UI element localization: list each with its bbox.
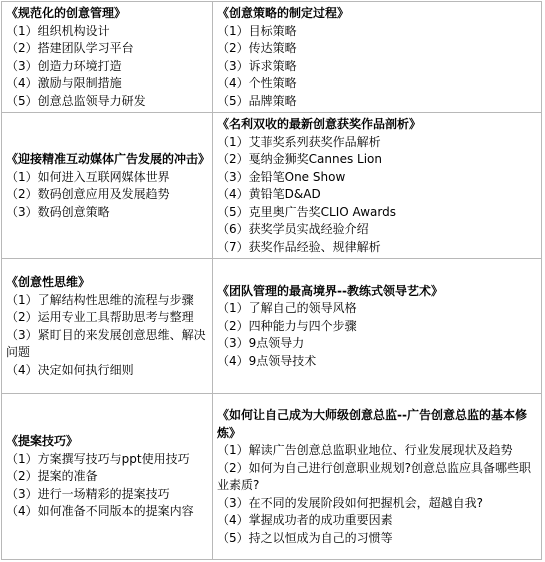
course-topic: （5）克里奥广告奖CLIO Awards: [217, 204, 396, 219]
course-topic: （1）目标策略: [217, 23, 297, 38]
course-title: 《如何让自己成为大师级创意总监--广告创意总监的基本修炼》: [217, 408, 527, 440]
course-topic: （3）紧盯目的来发展创意思维、解决问题: [6, 327, 206, 359]
course-cell: [2, 394, 213, 560]
table-row: [2, 2, 542, 113]
course-topic: （2）提案的准备: [6, 469, 98, 484]
course-topic: （2）如何为自己进行创意职业规划?创意总监应具备哪些职业素质?: [217, 460, 532, 492]
course-topic: （4）掌握成功者的成功重要因素: [217, 513, 393, 527]
course-title: 《创意性思维》: [6, 275, 91, 289]
course-topic: （2）运用专业工具帮助思考与整理: [6, 310, 194, 324]
course-topic: （7）获奖作品经验、规律解析: [217, 239, 381, 254]
course-topic: （1）如何进入互联网媒体世界: [6, 169, 170, 184]
course-topic: （3）数码创意策略: [6, 204, 110, 219]
course-topic: （3）诉求策略: [217, 58, 297, 73]
course-topic: （1）艾菲奖系列获奖作品解析: [217, 134, 381, 149]
course-topic: （3）进行一场精彩的提案技巧: [6, 486, 170, 501]
course-cell: [2, 2, 213, 113]
course-topic: （4）个性策略: [217, 76, 297, 90]
course-topic: （1）解读广告创意总监职业地位、行业发展现状及趋势: [217, 443, 513, 457]
course-title: 《提案技巧》: [6, 434, 79, 449]
course-title: 《迎接精准互动媒体广告发展的冲击》: [6, 152, 211, 166]
table-row: [2, 259, 542, 394]
course-topic: （5）品牌策略: [217, 93, 297, 108]
course-topic: （1）了解自己的领导风格: [217, 301, 357, 316]
course-cell: [2, 113, 213, 259]
course-cell: [213, 2, 542, 113]
course-topic: （5）创意总监领导力研发: [6, 93, 146, 108]
course-topic: （4）黄铅笔D&AD: [217, 187, 321, 201]
course-cell: [213, 394, 542, 560]
course-outline-table: [1, 1, 542, 560]
course-topic: （4）9点领导技术: [217, 353, 317, 368]
course-title: 《名利双收的最新创意获奖作品剖析》: [217, 117, 422, 131]
table-row: [2, 394, 542, 560]
course-cell: [2, 259, 213, 394]
course-topic: （2）数码创意应用及发展趋势: [6, 187, 170, 201]
course-topic: （1）方案撰写技巧与ppt使用技巧: [6, 451, 190, 466]
course-title: 《规范化的创意管理》: [6, 6, 127, 20]
course-topic: （4）激励与限制措施: [6, 76, 122, 90]
course-title: 《团队管理的最高境界--教练式领导艺术》: [217, 283, 443, 298]
course-topic: （2）戛纳金狮奖Cannes Lion: [217, 152, 382, 166]
course-topic: （5）持之以恒成为自己的习惯等: [217, 530, 393, 545]
course-topic: （3）创造力环境打造: [6, 58, 122, 73]
course-topic: （4）如何准备不同版本的提案内容: [6, 504, 194, 519]
course-topic: （1）组织机构设计: [6, 23, 110, 38]
course-cell: [213, 113, 542, 259]
course-topic: （3）在不同的发展阶段如何把握机会，超越自我?: [217, 495, 484, 510]
course-topic: （4）决定如何执行细则: [6, 362, 134, 377]
course-topic: （6）获奖学员实战经验介绍: [217, 222, 369, 236]
course-title: 《创意策略的制定过程》: [217, 6, 350, 20]
course-topic: （2）传达策略: [217, 41, 297, 55]
course-cell: [213, 259, 542, 394]
table-row: [2, 113, 542, 259]
course-topic: （3）金铅笔One Show: [217, 169, 346, 184]
course-topic: （1）了解结构性思维的流程与步骤: [6, 292, 194, 307]
course-topic: （3）9点领导力: [217, 336, 305, 351]
course-topic: （2）四种能力与四个步骤: [217, 318, 357, 333]
course-topic: （2）搭建团队学习平台: [6, 41, 134, 55]
